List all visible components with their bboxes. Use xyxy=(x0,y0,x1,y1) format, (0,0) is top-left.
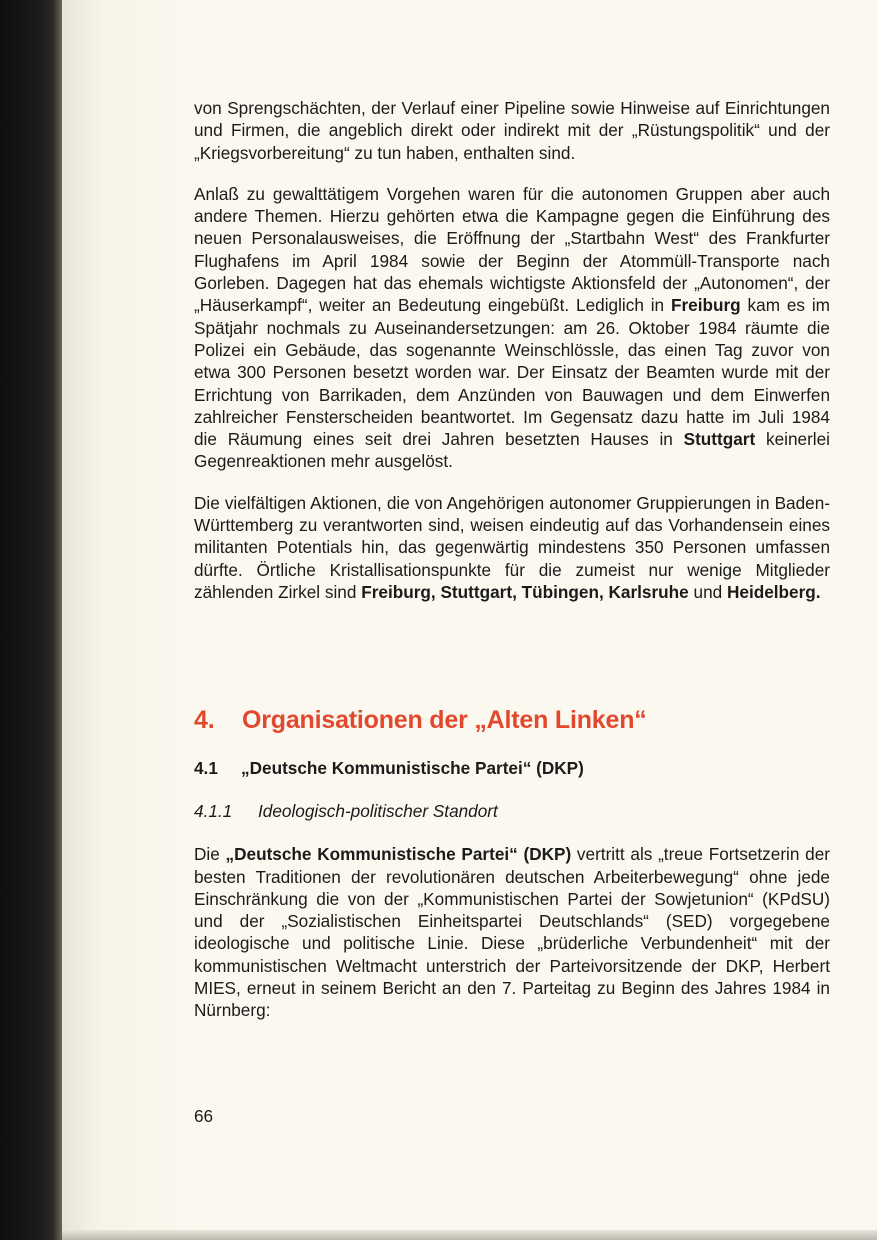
book-binding-shadow xyxy=(0,0,62,1240)
paragraph-2-bold-freiburg: Freiburg xyxy=(670,295,741,316)
section-heading-4 xyxy=(194,705,830,735)
paragraph-3-text-a: Die vielfältigen Aktionen, die von Angehörigen autonomer Gruppierungen in Baden-Württemberg zu verantworten sind, weisen eindeutig auf das Vorhandensein eines militanten Potentials hin, das gegenwärtig mindestens 350 Personen umfassen dürfte. Örtliche Kristallisationspunkte für die zumeist nur wenige Mitglieder zählenden Zirkel sind xyxy=(194,492,830,602)
paragraph-2 xyxy=(194,183,830,473)
subsection-heading-4-1-number: 4.1 xyxy=(194,758,218,779)
paragraph-4 xyxy=(194,843,830,1021)
subsubsection-heading-4-1-1 xyxy=(194,800,830,822)
paragraph-4-text-a: Die xyxy=(194,844,226,865)
subsubsection-heading-4-1-1-title: Ideologisch-politischer Standort xyxy=(258,801,498,822)
subsection-heading-4-1-title: „Deutsche Kommunistische Partei“ (DKP) xyxy=(241,758,584,779)
paragraph-2-bold-stuttgart: Stuttgart xyxy=(683,429,756,450)
paragraph-1-text: von Sprengschächten, der Verlauf einer Pipeline sowie Hinweise auf Einrichtungen und Firmen, die angeblich direkt oder indirekt mit der „Rüstungspolitik“ und der „Kriegsvorbereitung“ zu tun haben, enthalten sind. xyxy=(194,98,830,163)
paragraph-4-text-c: vertritt als „treue Fortsetzerin der besten Traditionen der revolutionären deutschen Arbeiterbewegung“ ohne jede Einschränkung die von der „Kommunistischen Partei der Sowjetunion“ (KPdSU) und der „Sozialistischen Einheitspartei Deutschlands“ (SED) vorgegebene ideologische und politische Linie. Diese „brüderliche Verbundenheit“ mit der kommunistischen Weltmacht unterstrich der Parteivorsitzende der DKP, Herbert MIES, erneut in seinem Bericht an den 7. Parteitag zu Beginn des Jahres 1984 in Nürnberg: xyxy=(194,844,830,1021)
page-content xyxy=(194,97,830,1022)
page-bottom-edge xyxy=(62,1230,877,1240)
subsubsection-heading-4-1-1-number: 4.1.1 xyxy=(194,801,233,822)
paragraph-2-text-c: kam es im Spätjahr nochmals zu Auseinandersetzungen: am 26. Oktober 1984 räumte die Polizei ein Gebäude, das sogenannte Weinschlössle, das einen Tag zuvor von etwa 300 Personen besetzt worden war. Der Einsatz der Beamten wurde mit der Errichtung von Barrikaden, dem Anzünden von Bauwagen und dem Einwerfen zahlreicher Fensterscheiden beantwortet. Im Gegensatz dazu hatte im Juli 1984 die Räumung eines seit drei Jahren besetzten Hauses in xyxy=(194,295,831,450)
paragraph-2-text-a: Anlaß zu gewalttätigem Vorgehen waren für die autonomen Gruppen aber auch andere Themen. Hierzu gehörten etwa die Kampagne gegen die Einführung des neuen Personalausweises, die Eröffnung der „Startbahn West“ des Frankfurter Flughafens im April 1984 sowie der Beginn der Atommüll-Transporte nach Gorleben. Dagegen hat das ehemals wichtigste Aktionsfeld der „Autonomen“, der „Häuserkampf“, weiter an Bedeutung eingebüßt. Lediglich in xyxy=(194,183,830,316)
paragraph-3-bold-heidelberg: Heidelberg. xyxy=(726,581,821,602)
paragraph-3 xyxy=(194,492,830,603)
page-number: 66 xyxy=(194,1106,214,1126)
paragraph-2-text-e: keinerlei Gegenreaktionen mehr ausgelöst. xyxy=(194,429,830,472)
paragraph-3-bold-cities: Freiburg, Stuttgart, Tübingen, Karlsruhe xyxy=(361,581,689,602)
paragraph-3-text-c: und xyxy=(688,581,727,602)
section-heading-4-number: 4. xyxy=(194,706,215,735)
section-heading-4-title: Organisationen der „Alten Linken“ xyxy=(242,706,647,735)
subsection-heading-4-1 xyxy=(194,757,830,779)
paragraph-1 xyxy=(194,97,830,164)
paragraph-4-bold-dkp: „Deutsche Kommunistische Partei“ (DKP) xyxy=(225,844,572,865)
